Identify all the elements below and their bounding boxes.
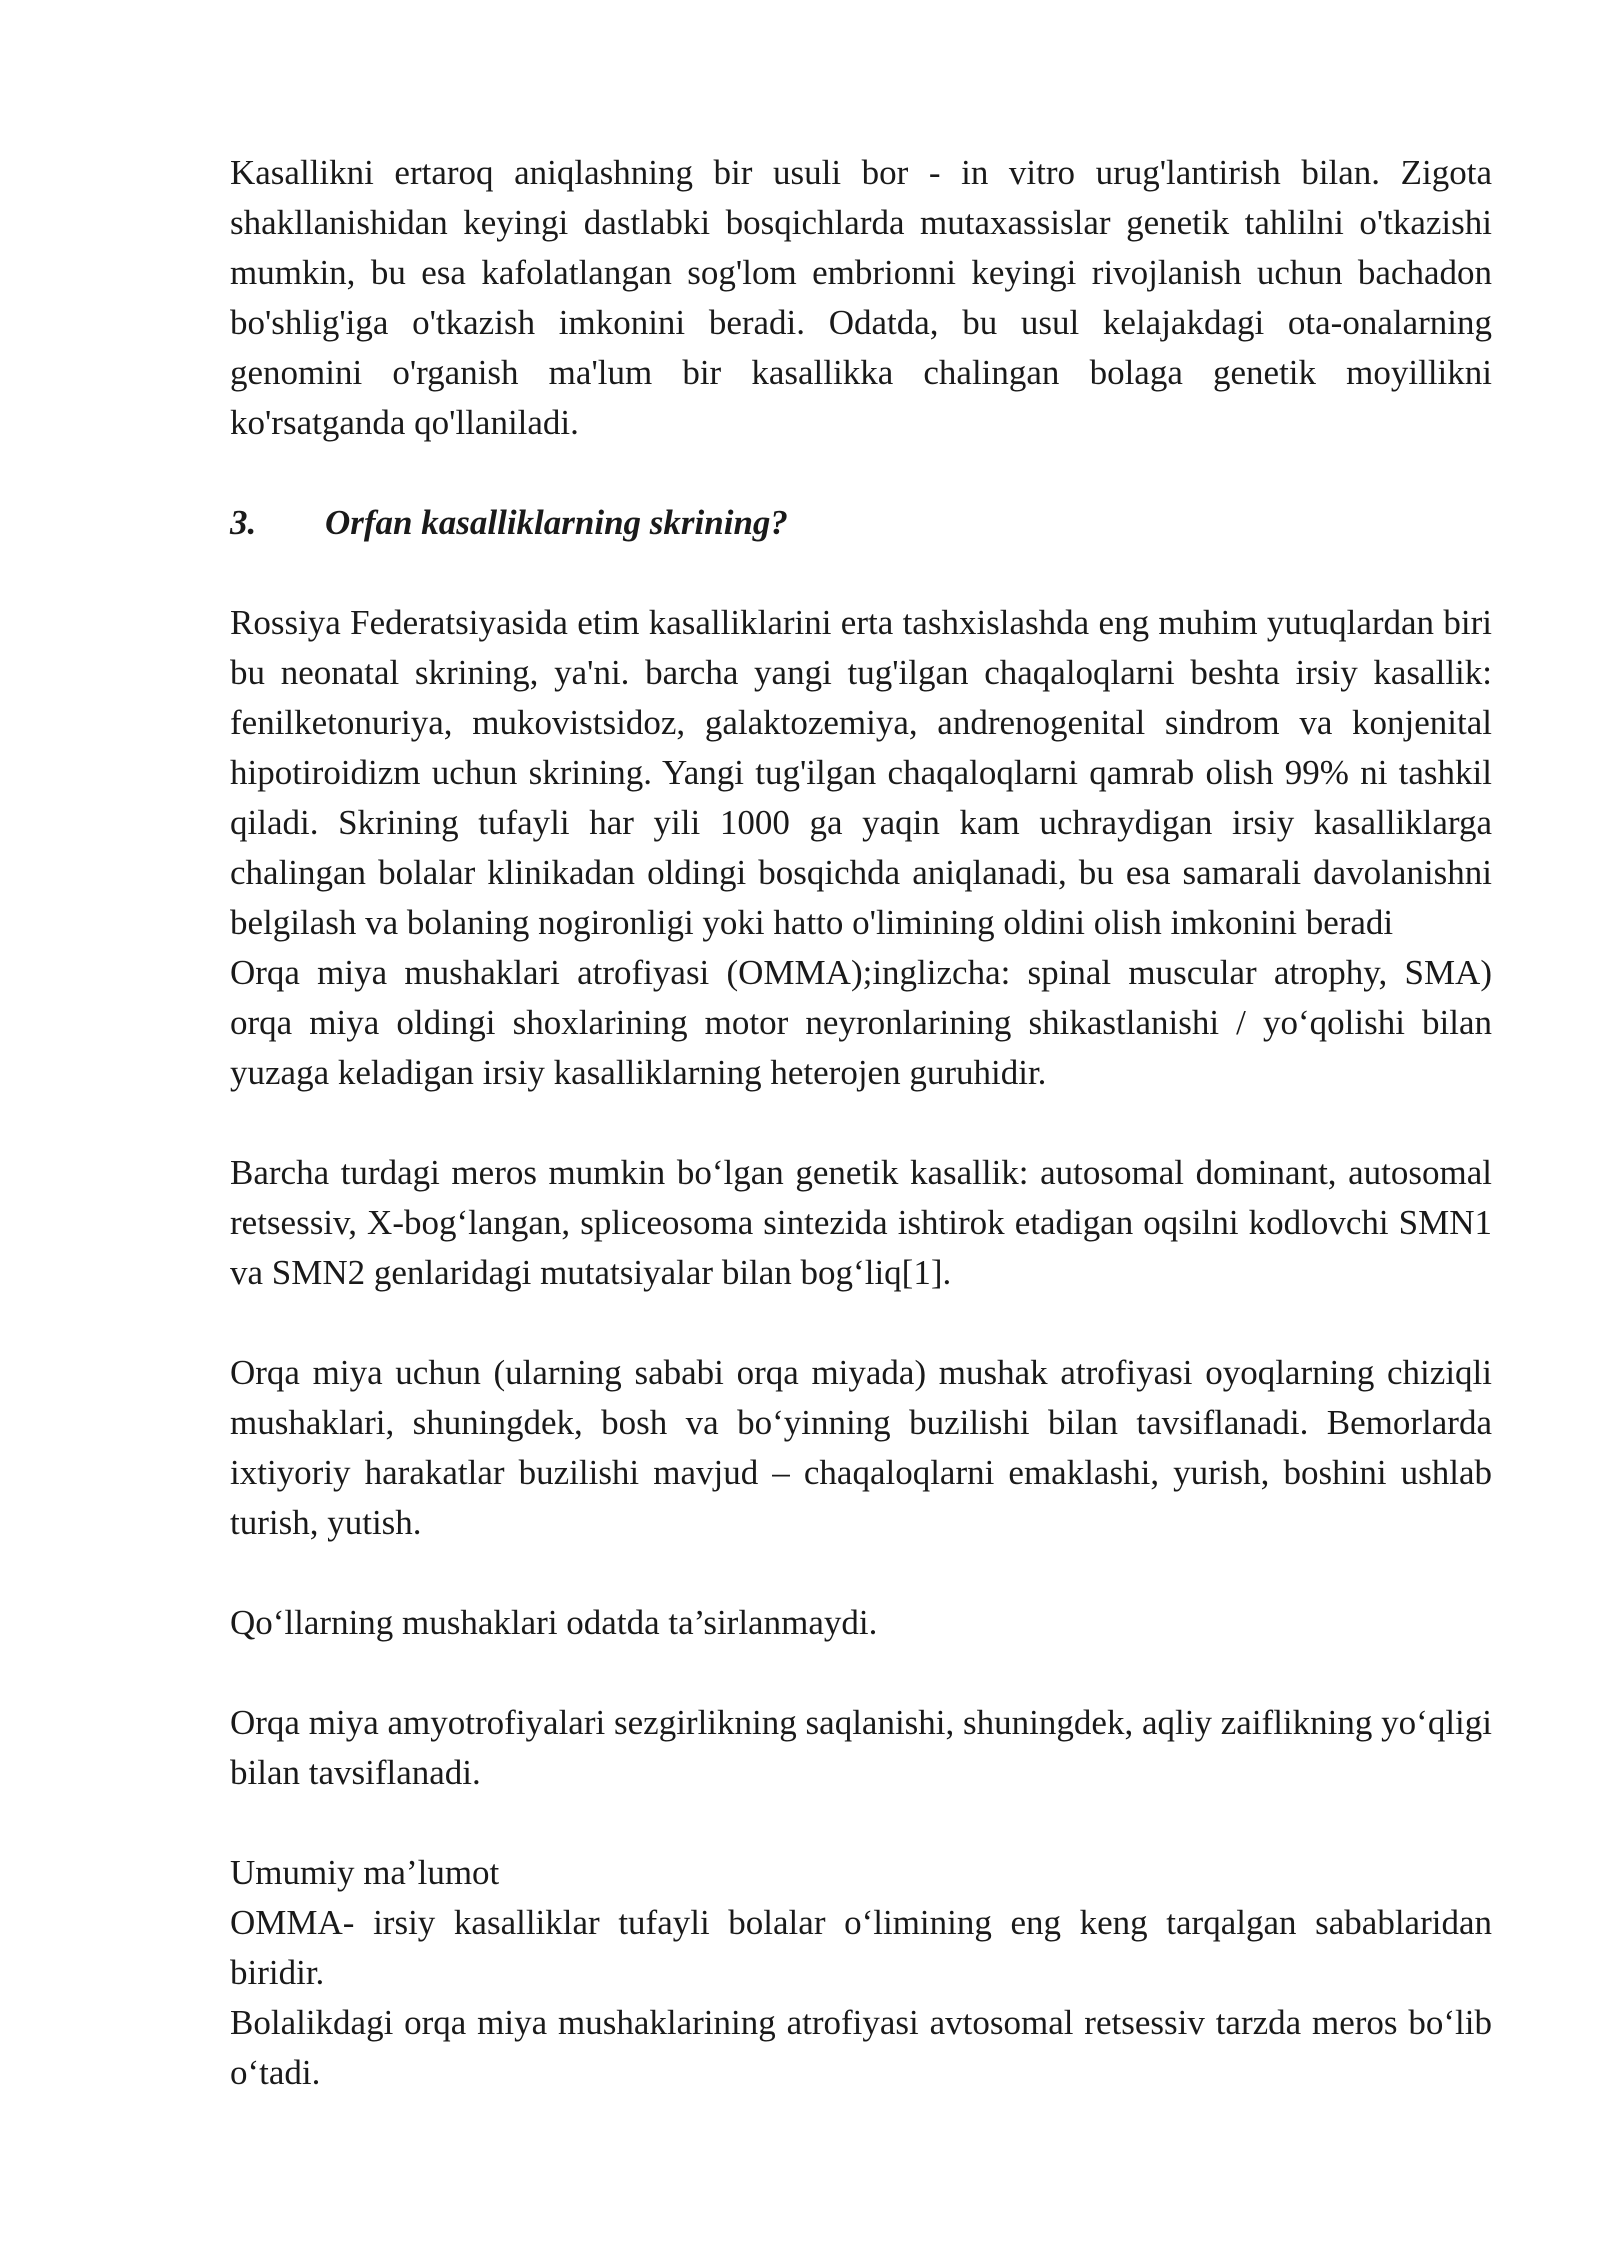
paragraph-sensitivity: Orqa miya amyotrofiyalari sezgirlikning saqlanishi, shuningdek, aqliy zaiflikning yo‘qligi bilan tavsiflanadi. — [230, 1703, 1492, 1792]
paragraph-sma-definition: Orqa miya mushaklari atrofiyasi (OMMA);inglizcha: spinal muscular atrophy, SMA) orqa miya oldingi shoxlarining motor neyronlarining shikastlanishi / yo‘qolishi bilan yuzaga keladigan irsiy kasalliklarning heterojen guruhidir. — [230, 953, 1492, 1092]
paragraph-general-info-title: Umumiy ma’lumot — [230, 1853, 500, 1892]
paragraph-childhood-inheritance: Bolalikdagi orqa miya mushaklarining atrofiyasi avtosomal retsessiv tarzda meros bo‘lib o‘tadi. — [230, 2003, 1492, 2092]
paragraph-inheritance: Barcha turdagi meros mumkin bo‘lgan genetik kasallik: autosomal dominant, autosomal retsessiv, X-bog‘langan, spliceosoma sintezida ishtirok etadigan oqsilni kodlovchi SMN1 va SMN2 genlaridagi mutatsiyalar bilan bog‘liq[1]. — [230, 1153, 1492, 1292]
paragraph-spacer — [230, 1798, 1492, 1848]
paragraph-spacer — [230, 1648, 1492, 1698]
paragraph-neonatal-screening: Rossiya Federatsiyasida etim kasalliklarini erta tashxislashda eng muhim yutuqlardan biri bu neonatal skrining, ya'ni. barcha yangi tug'ilgan chaqaloqlarni beshta irsiy kasallik: fenilketonuriya, mukovistsidoz, galaktozemiya, andrenogenital sindrom va konjenital hipotiroidizm uchun skrining. Yangi tug'ilgan chaqaloqlarni qamrab olish 99% ni tashkil qiladi. Skrining tufayli har yili 1000 ga yaqin kam uchraydigan irsiy kasalliklarga chalingan bolalar klinikadan oldingi bosqichda aniqlanadi, bu esa samarali davolanishni belgilash va bolaning nogironligi yoki hatto o'limining oldini olish imkonini beradi — [230, 603, 1492, 942]
heading-text: Orfan kasalliklarning skrining? — [325, 503, 788, 542]
paragraph-hand-muscles: Qo‘llarning mushaklari odatda ta’sirlanmaydi. — [230, 1603, 878, 1642]
paragraph-spacer — [230, 1298, 1492, 1348]
paragraph-spacer — [230, 448, 1492, 498]
paragraph-spacer — [230, 1098, 1492, 1148]
heading-number: 3. — [230, 503, 257, 542]
section-heading — [230, 498, 1492, 548]
paragraph-spacer — [230, 1548, 1492, 1598]
document-page — [230, 148, 1492, 2098]
paragraph-ivf-diagnosis: Kasallikni ertaroq aniqlashning bir usuli bor - in vitro urug'lantirish bilan. Zigota shakllanishidan keyingi dastlabki bosqichlarda mutaxassislar genetik tahlilni o'tkazishi mumkin, bu esa kafolatlangan sog'lom embrionni keyingi rivojlanish uchun bachadon bo'shlig'iga o'tkazish imkonini beradi. Odatda, bu usul kelajakdagi ota-onalarning genomini o'rganish ma'lum bir kasallikka chalingan bolaga genetik moyillikni ko'rsatganda qo'llaniladi. — [230, 153, 1492, 442]
paragraph-symptoms: Orqa miya uchun (ularning sababi orqa miyada) mushak atrofiyasi oyoqlarning chiziqli mushaklari, shuningdek, bosh va bo‘yinning buzilishi bilan tavsiflanadi. Bemorlarda ixtiyoriy harakatlar buzilishi mavjud – chaqaloqlarni emaklashi, yurish, boshini ushlab turish, yutish. — [230, 1353, 1492, 1542]
paragraph-mortality: OMMA- irsiy kasalliklar tufayli bolalar o‘limining eng keng tarqalgan sabablaridan biridir. — [230, 1903, 1492, 1992]
paragraph-spacer — [230, 548, 1492, 598]
